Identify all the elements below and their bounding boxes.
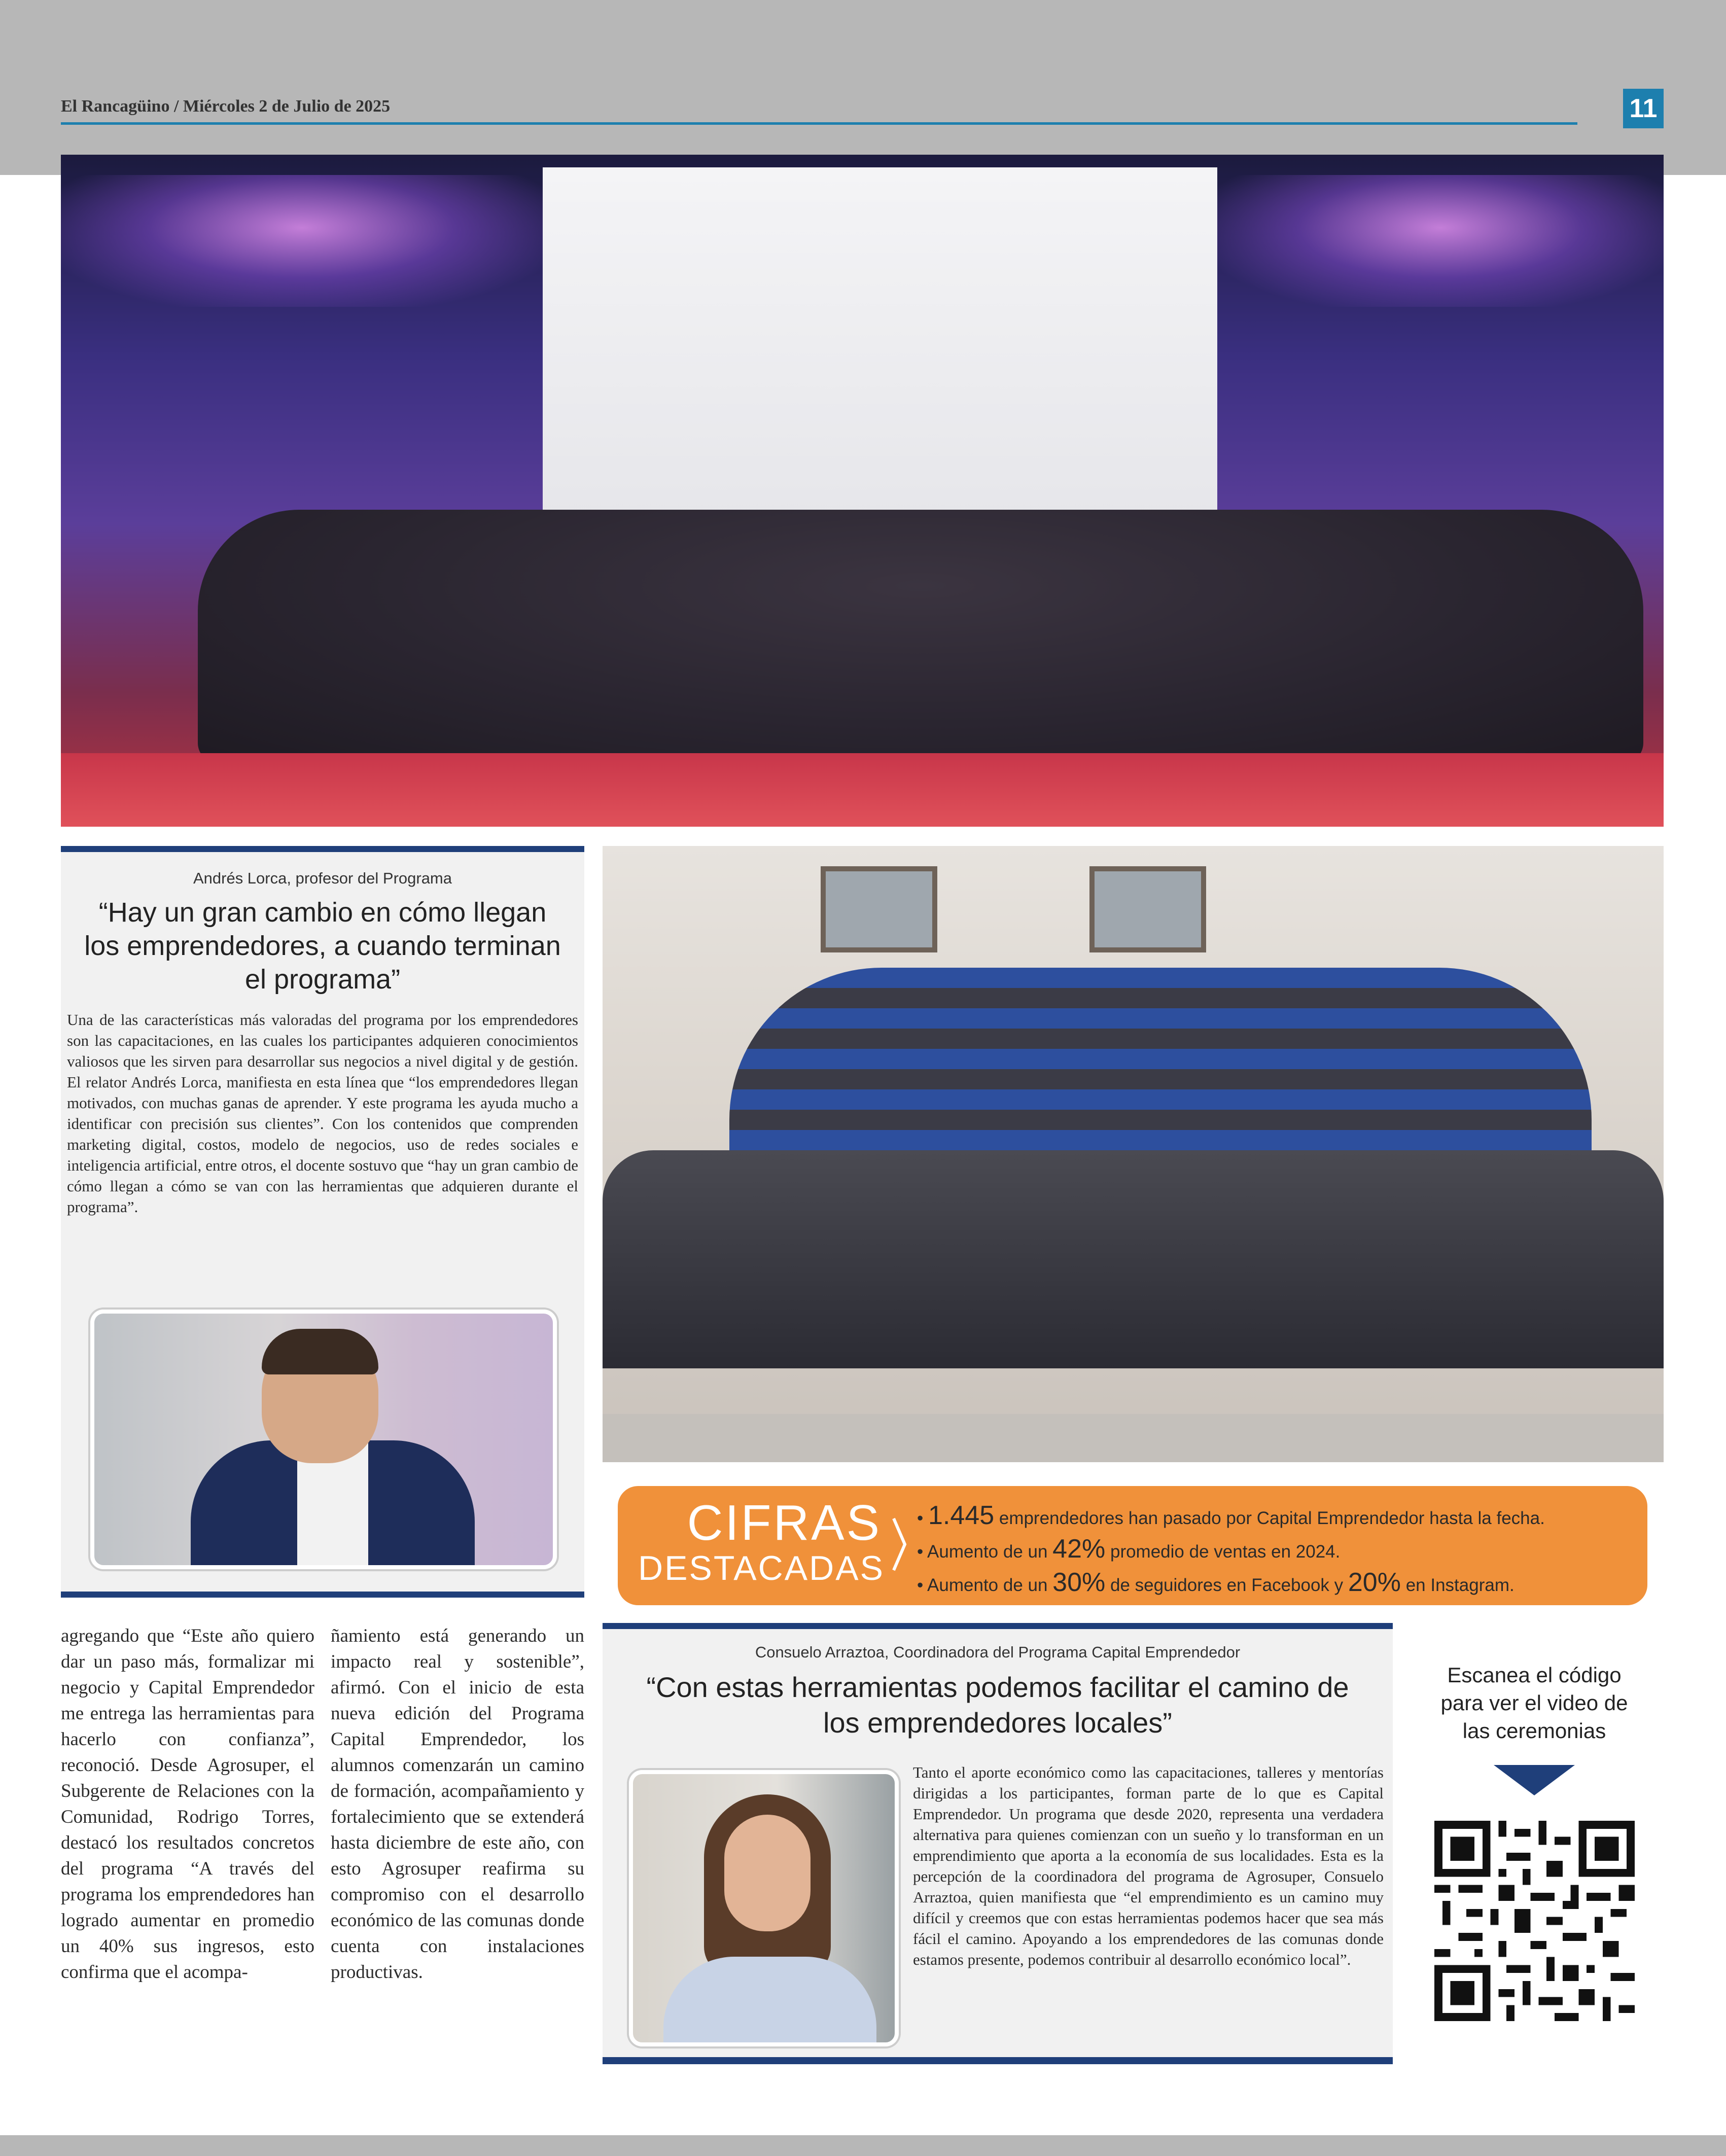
article-text: ñamiento está generando un impacto real y sostenible”, afirmó. Con el inicio de esta nueva edición del Programa Capital Emprendedor, los alumnos comenzarán un camino de formación, acompañamiento y fortalecimiento que se extenderá hasta diciembre de este año, con esto Agrosuper reafirma su compromiso con el desarrollo económico de las comunas donde cuenta con instalaciones productivas. (331, 1625, 584, 1983)
cifras-item-figure: 42% (1052, 1534, 1106, 1564)
classroom-photo (603, 846, 1664, 1462)
front-row-people (603, 1150, 1664, 1368)
interview-box-andres (61, 846, 584, 1598)
portrait-body (663, 1957, 876, 2046)
classroom-floor (603, 1414, 1664, 1462)
cifras-item (917, 1567, 1642, 1601)
cifras-item-bullet: • (917, 1508, 928, 1528)
box-bottom-rule (603, 2057, 1393, 2064)
red-stage-floor (61, 753, 1664, 827)
arrow-down-icon (1494, 1765, 1575, 1795)
interview-headline: “Con estas herramientas podemos facilitar el camino de los emprendedores locales” (646, 1671, 1349, 1739)
cifras-item-figure: 20% (1348, 1568, 1401, 1597)
interview-kicker: Andrés Lorca, profesor del Programa (193, 869, 452, 887)
portrait-photo-consuelo (629, 1770, 899, 2046)
group-of-people (198, 510, 1643, 763)
stage-light-right (1217, 175, 1664, 307)
cifras-item-figure: 1.445 (928, 1501, 995, 1530)
classroom-window (1089, 866, 1206, 952)
publication-dateline: El Rancagüino / Miércoles 2 de Julio de 2025 (61, 97, 391, 116)
top-gray-band (0, 0, 1726, 175)
cifras-item (917, 1534, 1642, 1567)
projection-screen (543, 167, 1217, 522)
cifras-list (917, 1500, 1642, 1601)
header-rule (61, 122, 1577, 125)
interview-body: Tanto el aporte económico como las capacitaciones, talleres y mentorías dirigidas a los participantes, forman parte de lo que es Capital Emprendedor. Un programa que desde 2020, representa una verdadera alternativa para quienes comienzan con un sueño y lo transforman en un emprendimiento que aporta a la economía de sus localidades. Esta es la percepción de la coordinadora del programa de Agrosuper, Consuelo Arraztoa, quien manifiesta que “el emprendimiento es un camino muy difícil y creemos que con estas herramientas podemos hacer que sea más fácil el camino. Apoyando a los emprendedores de las comunas donde estamos presente, podemos contribuir al desarrollo económico local”. (913, 1763, 1384, 1968)
interview-kicker: Consuelo Arraztoa, Coordinadora del Programa Capital Emprendedor (755, 1643, 1241, 1661)
interview-box-consuelo (603, 1623, 1393, 2064)
cifras-item-text: • Aumento de un (917, 1542, 1053, 1562)
cifras-item-text: en Instagram. (1400, 1575, 1514, 1595)
cifras-destacadas-box (618, 1486, 1647, 1605)
cifras-item-text: de seguidores en Facebook y (1105, 1575, 1348, 1595)
cifras-subtitle: DESTACADAS (638, 1549, 885, 1587)
bottom-gray-band (0, 2135, 1726, 2156)
article-column-2 (331, 1623, 584, 1985)
portrait-hair (262, 1329, 378, 1374)
interview-body: Una de las características más valoradas del programa por los emprendedores son las capacitaciones, en las cuales los participantes adquieren conocimientos valiosos que les sirven para desarrollar sus negocios a nivel digital y de gestión. El relator Andrés Lorca, manifiesta en esta línea que “los emprendedores llegan motivados, con muchas ganas de aprender. Y este programa les ayuda mucho a identificar con precisión sus clientes”. Con los contenidos que comprenden marketing digital, costos, modelo de negocios, uso de redes sociales e inteligencia artificial, entre otros, el docente sostuvo que “hay un gran cambio de cómo llegan a cómo se van con las herramientas que adquieren durante el programa”. (67, 1011, 578, 1216)
cifras-item-figure: 30% (1052, 1568, 1106, 1597)
box-bottom-rule (61, 1592, 584, 1598)
stage-light-left (61, 175, 543, 307)
interview-headline: “Hay un gran cambio en cómo llegan los emprendedores, a cuando terminan el programa” (84, 897, 561, 995)
cifras-item-text: promedio de ventas en 2024. (1105, 1542, 1341, 1562)
portrait-photo-andres (90, 1310, 557, 1569)
qr-code[interactable] (1434, 1821, 1635, 2021)
chevron-right-icon (892, 1516, 907, 1572)
portrait-face (724, 1815, 811, 1931)
article-column-1 (61, 1623, 314, 1985)
page-header (61, 94, 1577, 124)
classroom-window (821, 866, 937, 952)
cifras-item-text: • Aumento de un (917, 1575, 1053, 1595)
cifras-item-text: emprendedores han pasado por Capital Emprendedor hasta la fecha. (994, 1508, 1545, 1528)
qr-caption: Escanea el código para ver el video de las ceremonias (1440, 1663, 1628, 1743)
page-number-badge: 11 (1623, 89, 1664, 128)
cifras-item (917, 1500, 1642, 1534)
group-photo-auditorium (61, 155, 1664, 827)
cifras-title: CIFRAS (687, 1495, 882, 1550)
article-text: agregando que “Este año quiero dar un paso más, formalizar mi negocio y Capital Emprendedor me entrega las herramientas para hacerlo con confianza”, reconoció. Desde Agrosuper, el Subgerente de Relaciones con la Comunidad, Rodrigo Torres, destacó los resultados concretos del programa “A través del programa los emprendedores han logrado aumentar en promedio un 40% sus ingresos, esto confirma que el acompa- (61, 1625, 314, 1983)
